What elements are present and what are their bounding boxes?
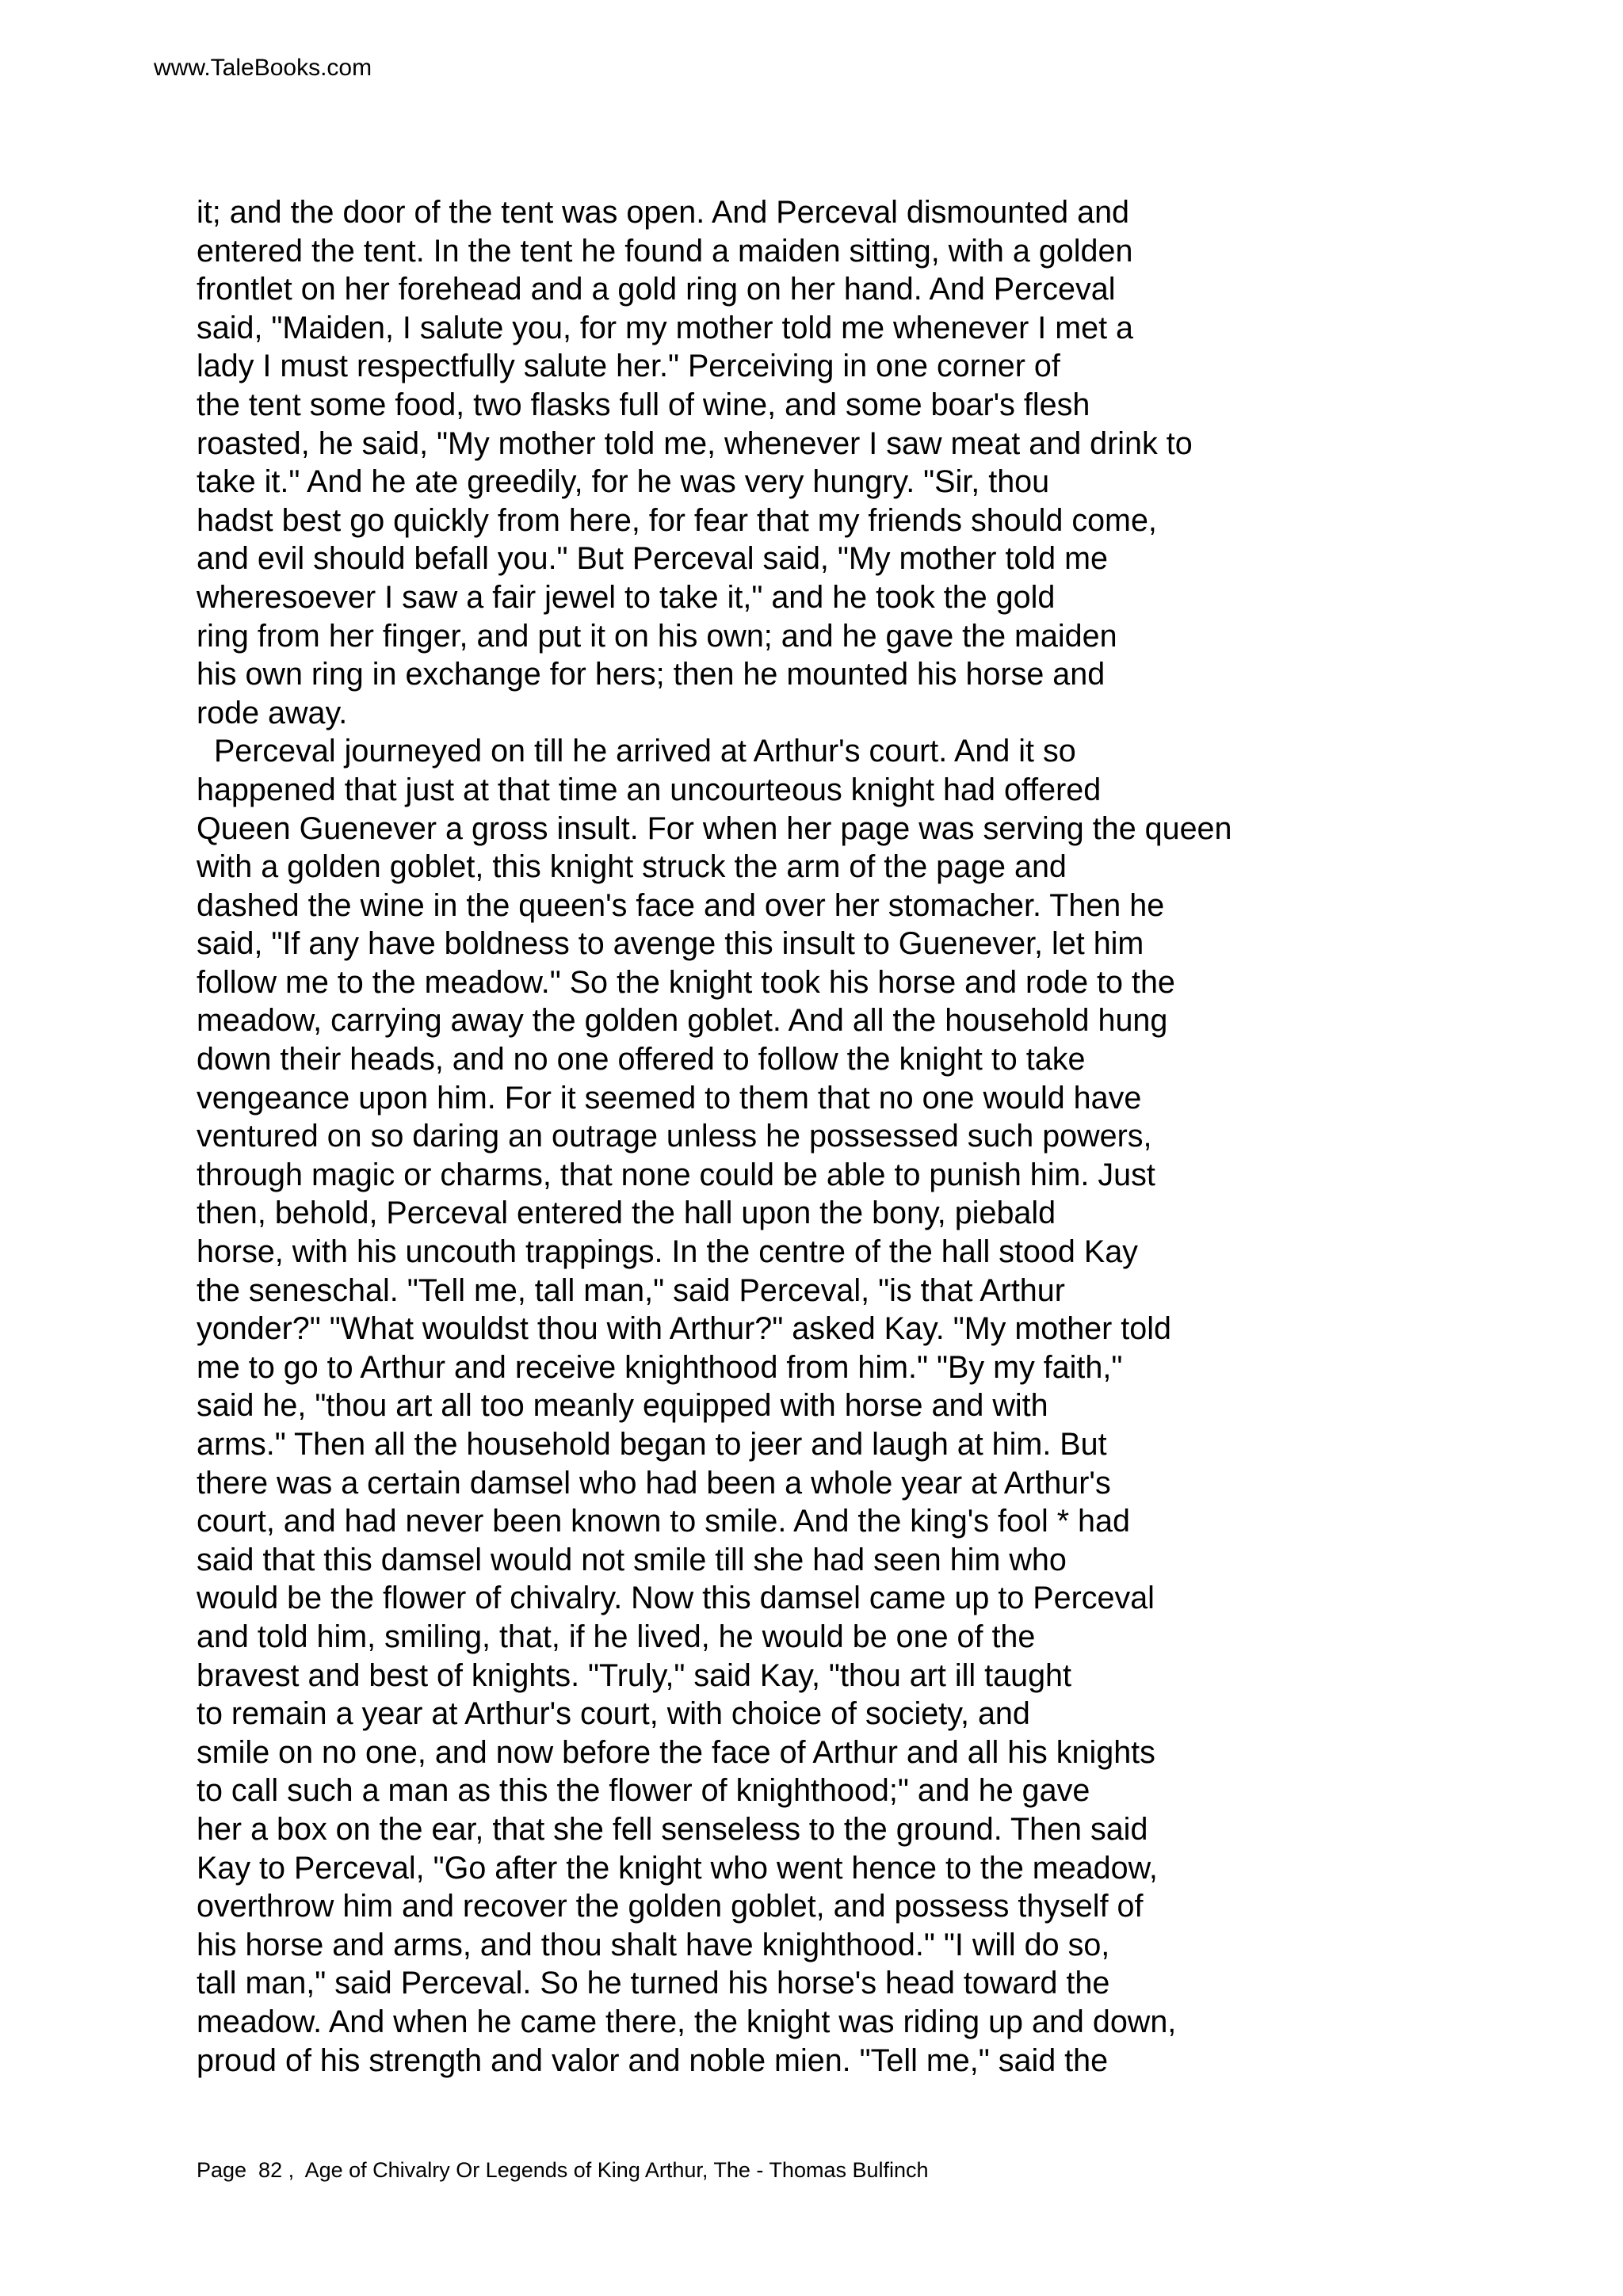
body-text-line: rode away. [197, 695, 348, 730]
body-text-line: said he, "thou art all too meanly equipped with horse and with [197, 1388, 1048, 1424]
page-body-text [197, 193, 1544, 2080]
body-text-line: dashed the wine in the queen's face and over her stomacher. Then he [197, 887, 1165, 923]
body-text-line: horse, with his uncouth trappings. In the centre of the hall stood Kay [197, 1234, 1138, 1270]
body-text-line: through magic or charms, that none could be able to punish him. Just [197, 1157, 1155, 1192]
body-text-line: would be the flower of chivalry. Now this damsel came up to Perceval [197, 1581, 1155, 1616]
body-text-line: the tent some food, two flasks full of wine, and some boar's flesh [197, 387, 1090, 422]
body-text-line: then, behold, Perceval entered the hall upon the bony, piebald [197, 1196, 1056, 1231]
body-text-line: said, "Maiden, I salute you, for my mother told me whenever I met a [197, 310, 1133, 345]
body-text-line: overthrow him and recover the golden goblet, and possess thyself of [197, 1889, 1144, 1924]
page-footer: Page 82 , Age of Chivalry Or Legends of King Arthur, The - Thomas Bulfinch [197, 2158, 929, 2182]
body-text-line: his own ring in exchange for hers; then he mounted his horse and [197, 657, 1106, 692]
body-text-line: his horse and arms, and thou shalt have knighthood." "I will do so, [197, 1927, 1110, 1962]
body-text-line: Perceval journeyed on till he arrived at Arthur's court. And it so [197, 734, 1076, 769]
body-text-line: meadow, carrying away the golden goblet. And all the household hung [197, 1003, 1168, 1039]
body-text-line: it; and the door of the tent was open. And Perceval dismounted and [197, 195, 1130, 230]
body-text-line: down their heads, and no one offered to follow the knight to take [197, 1042, 1086, 1077]
body-text-line: hadst best go quickly from here, for fear that my friends should come, [197, 502, 1157, 538]
body-text-line: to remain a year at Arthur's court, with choice of society, and [197, 1696, 1030, 1732]
body-text-line: happened that just at that time an uncourteous knight had offered [197, 772, 1102, 807]
body-text-line: take it." And he ate greedily, for he was very hungry. "Sir, thou [197, 464, 1050, 500]
body-text-line: her a box on the ear, that she fell senseless to the ground. Then said [197, 1811, 1148, 1847]
body-text-line: follow me to the meadow." So the knight took his horse and rode to the [197, 964, 1175, 1000]
body-text-line: arms." Then all the household began to jeer and laugh at him. But [197, 1427, 1107, 1462]
body-text-line: ring from her finger, and put it on his own; and he gave the maiden [197, 618, 1117, 654]
body-text-line: the seneschal. "Tell me, tall man," said Perceval, "is that Arthur [197, 1272, 1065, 1308]
body-text-line: me to go to Arthur and receive knighthood from him." "By my faith," [197, 1349, 1123, 1385]
body-text-line: wheresoever I saw a fair jewel to take it," and he took the gold [197, 579, 1056, 615]
body-text-line: frontlet on her forehead and a gold ring on her hand. And Perceval [197, 272, 1116, 307]
body-text-line: ventured on so daring an outrage unless he possessed such powers, [197, 1119, 1152, 1154]
body-text-line: bravest and best of knights. "Truly," said Kay, "thou art ill taught [197, 1657, 1071, 1693]
body-text-line: and evil should befall you." But Perceval said, "My mother told me [197, 541, 1108, 577]
body-text-line: said that this damsel would not smile till she had seen him who [197, 1542, 1067, 1577]
body-text-line: tall man," said Perceval. So he turned his horse's head toward the [197, 1966, 1110, 2001]
body-text-line: roasted, he said, "My mother told me, whenever I saw meat and drink to [197, 425, 1193, 461]
body-text-line: lady I must respectfully salute her." Perceiving in one corner of [197, 349, 1060, 384]
body-text-line: to call such a man as this the flower of knighthood;" and he gave [197, 1773, 1090, 1809]
body-text-line: with a golden goblet, this knight struck the arm of the page and [197, 849, 1067, 885]
body-text-line: smile on no one, and now before the face of Arthur and all his knights [197, 1734, 1155, 1770]
body-text-line: yonder?" "What wouldst thou with Arthur?" asked Kay. "My mother told [197, 1311, 1171, 1347]
body-text-line: Kay to Perceval, "Go after the knight who went hence to the meadow, [197, 1850, 1158, 1886]
body-text-line: said, "If any have boldness to avenge this insult to Guenever, let him [197, 926, 1144, 962]
body-text-line: entered the tent. In the tent he found a maiden sitting, with a golden [197, 233, 1133, 269]
body-text-line: vengeance upon him. For it seemed to them that no one would have [197, 1080, 1142, 1116]
site-url-header: www.TaleBooks.com [154, 55, 372, 81]
body-text-line: proud of his strength and valor and noble mien. "Tell me," said the [197, 2042, 1109, 2078]
body-text-line: court, and had never been known to smile. And the king's fool * had [197, 1504, 1130, 1539]
body-text-line: and told him, smiling, that, if he lived, he would be one of the [197, 1619, 1036, 1654]
body-text-line: Queen Guenever a gross insult. For when her page was serving the queen [197, 810, 1232, 846]
body-text-line: there was a certain damsel who had been a whole year at Arthur's [197, 1465, 1111, 1501]
body-text-line: meadow. And when he came there, the knight was riding up and down, [197, 2004, 1177, 2039]
